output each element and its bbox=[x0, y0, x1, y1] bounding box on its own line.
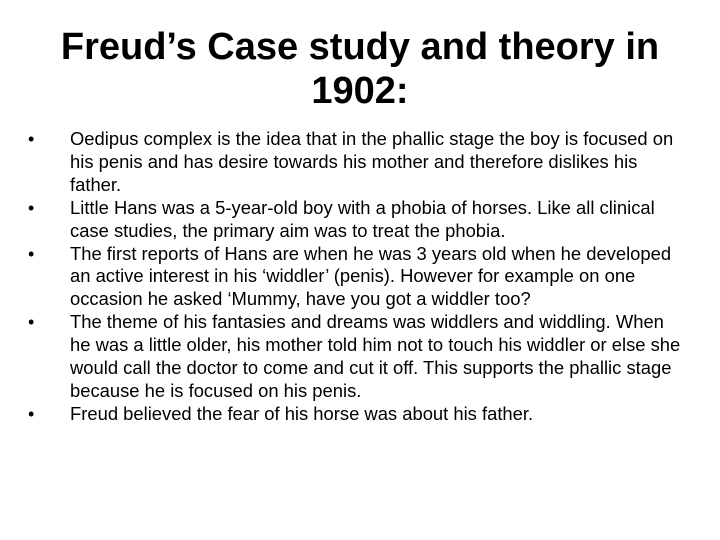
bullet-text: Little Hans was a 5-year-old boy with a phobia of horses. Like all clinical case studies, the primary aim was to treat the phobia. bbox=[70, 196, 655, 241]
bullet-item bbox=[28, 311, 688, 403]
bullet-item bbox=[28, 403, 688, 426]
bullet-icon: • bbox=[28, 197, 35, 218]
bullet-icon: • bbox=[28, 129, 35, 149]
bullet-item bbox=[28, 243, 688, 312]
bullet-text: Oedipus complex is the idea that in the phallic stage the boy is focused on his penis and has desire towards his mother and therefore dislikes his father. bbox=[70, 128, 674, 195]
bullet-item bbox=[28, 128, 688, 197]
bullet-text: Freud believed the fear of his horse was about his father. bbox=[70, 402, 534, 424]
bullet-icon: • bbox=[28, 312, 35, 333]
bullet-list bbox=[28, 128, 688, 426]
slide-title: Freud’s Case study and theory in 1902: bbox=[60, 26, 660, 112]
bullet-icon: • bbox=[28, 243, 35, 264]
bullet-text: The theme of his fantasies and dreams was widdlers and widdling. When he was a little older, his mother told him not to touch his widdler or else she would call the doctor to come and cut it off. This supports the phallic stage because he is focused on his penis. bbox=[70, 311, 681, 401]
bullet-icon: • bbox=[28, 403, 35, 424]
bullet-item bbox=[28, 197, 688, 243]
bullet-text: The first reports of Hans are when he was 3 years old when he developed an active interest in his ‘widdler’ (penis). However for example on one occasion he asked ‘Mummy, have you got a widdler too? bbox=[70, 242, 672, 310]
